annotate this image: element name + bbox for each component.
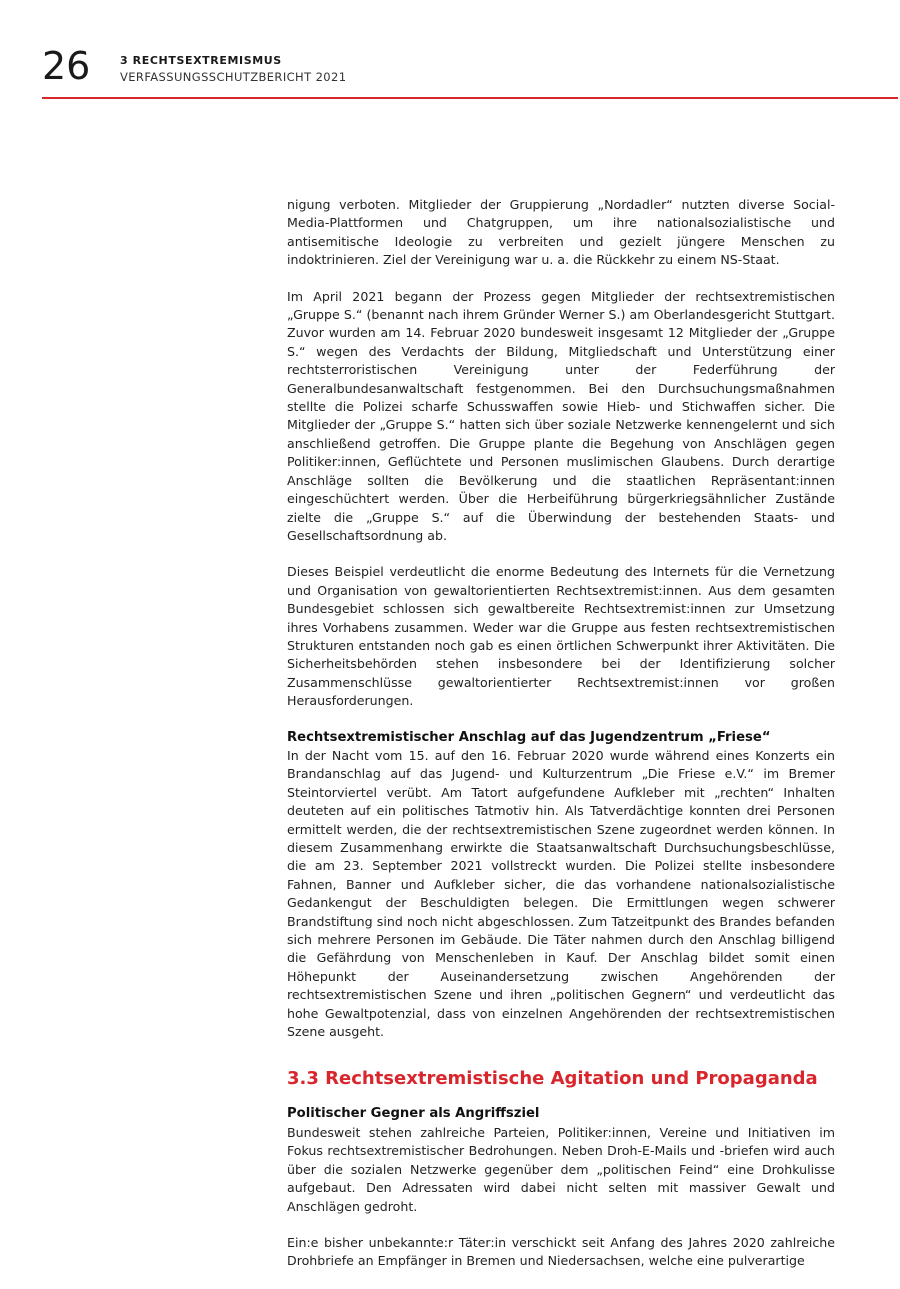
section-heading: 3.3 Rechtsextremistische Agitation und Propaganda bbox=[287, 1068, 818, 1090]
paragraph: nigung verboten. Mitglieder der Gruppierung „Nordadler“ nutzten diverse Social-Media-Plattformen und Chatgruppen, um ihre nationalsozialistische und antisemitische Ideologie zu verbreiten und gezielt jüngere Menschen zu indoktrinieren. Ziel der Vereinigung war u. a. die Rückkehr zu einem NS-Staat. bbox=[287, 197, 835, 268]
header-divider bbox=[42, 97, 898, 99]
subheading-friese: Rechtsextremistischer Anschlag auf das Jugendzentrum „Friese“ bbox=[287, 729, 771, 745]
paragraph: In der Nacht vom 15. auf den 16. Februar 2020 wurde während eines Konzerts ein Brandanschlag auf das Jugend- und Kulturzentrum „Die Friese e.V.“ im Bremer Steintorviertel verübt. Am Tatort aufgefundene Aufkleber mit „rechten“ Inhalten deuteten auf ein politisches Tatmotiv hin. Als Tatverdächtige konnten drei Personen ermittelt werden, die der rechtsextremistischen Szene zugeordnet werden können. In diesem Zusammenhang erwirkte die Staatsanwaltschaft Durchsuchungsbeschlüsse, die am 23. September 2021 vollstreckt wurden. Die Polizei stellte insbesondere Fahnen, Banner und Aufkleber sicher, die das vorhandene nationalsozialistische Gedankengut der Beschuldigten belegen. Die Ermittlungen wegen schwerer Brandstiftung sind noch nicht abgeschlossen. Zum Tatzeitpunkt des Brandes befanden sich mehrere Personen im Gebäude. Die Täter nahmen durch den Anschlag billigend die Gefährdung von Menschenleben in Kauf. Der Anschlag bildet somit einen Höhepunkt der Auseinandersetzung zwischen Angehörenden der rechtsextremistischen Szene und ihren „politischen Gegnern“ und verdeutlicht das hohe Gewaltpotenzial, dass von einzelnen Angehörenden der rechtsextremistischen Szene ausgeht. bbox=[287, 747, 835, 1040]
report-title: VERFASSUNGSSCHUTZBERICHT 2021 bbox=[120, 70, 347, 84]
main-text bbox=[287, 196, 835, 1289]
paragraph: Im April 2021 begann der Prozess gegen Mitglieder der rechtsextremistischen „Gruppe S.“ (benannt nach ihrem Gründer Werner S.) am Oberlandesgericht Stuttgart. Zuvor wurden am 14. Februar 2020 bundesweit insgesamt 12 Mitglieder der „Gruppe S.“ wegen des Verdachts der Bildung, Mitgliedschaft und Unterstützung einer rechtsterroristischen Vereinigung unter der Federführung der Generalbundesanwaltschaft festgenommen. Bei den Durchsuchungsmaßnahmen stellte die Polizei scharfe Schusswaffen sowie Hieb- und Stichwaffen sicher. Die Mitglieder der „Gruppe S.“ hatten sich über soziale Netzwerke kennengelernt und sich anschließend getroffen. Die Gruppe plante die Begehung von Anschlägen gegen Politiker:innen, Geflüchtete und Personen muslimischen Glaubens. Durch derartige Anschläge sollten die Bevölkerung und die staatlichen Repräsentant:innen eingeschüchtert werden. Über die Herbeiführung bürgerkriegsähnlicher Zustände zielte die „Gruppe S.“ auf die Überwindung der bestehenden Staats- und Gesellschaftsordnung ab. bbox=[287, 288, 835, 543]
paragraph: Dieses Beispiel verdeutlicht die enorme Bedeutung des Internets für die Vernetzung und Organisation von gewaltorientierten Rechtsextremist:innen. Aus dem gesamten Bundesgebiet schlossen sich gewaltbereite Rechtsextremist:innen zur Umsetzung ihres Vorhabens zusammen. Weder war die Gruppe aus festen rechtsextremistischen Strukturen entstanden noch gab es einen örtlichen Schwerpunkt ihrer Aktivitäten. Die Sicherheitsbehörden stehen insbesondere bei der Identifizierung solcher Zusammenschlüsse gewaltorientierter Rechtsextremist:innen vor großen Herausforderungen. bbox=[287, 564, 835, 709]
chapter-title: 3 RECHTSEXTREMISMUS bbox=[120, 54, 282, 67]
page-number: 26 bbox=[42, 44, 91, 88]
paragraph: Bundesweit stehen zahlreiche Parteien, Politiker:innen, Vereine und Initiativen im Fokus rechtsextremistischer Bedrohungen. Neben Droh-E-Mails und -briefen wird auch über die sozialen Netzwerke gegenüber dem „politischen Feind“ eine Drohkulisse aufgebaut. Den Adressaten wird dabei nicht selten mit massiver Gewalt und Anschlägen gedroht. bbox=[287, 1124, 835, 1214]
subheading-gegner: Politischer Gegner als Angriffsziel bbox=[287, 1106, 540, 1122]
paragraph: Ein:e bisher unbekannte:r Täter:in verschickt seit Anfang des Jahres 2020 zahlreiche Drohbriefe an Empfänger in Bremen und Niedersachsen, welche eine pulverartige bbox=[287, 1234, 835, 1269]
